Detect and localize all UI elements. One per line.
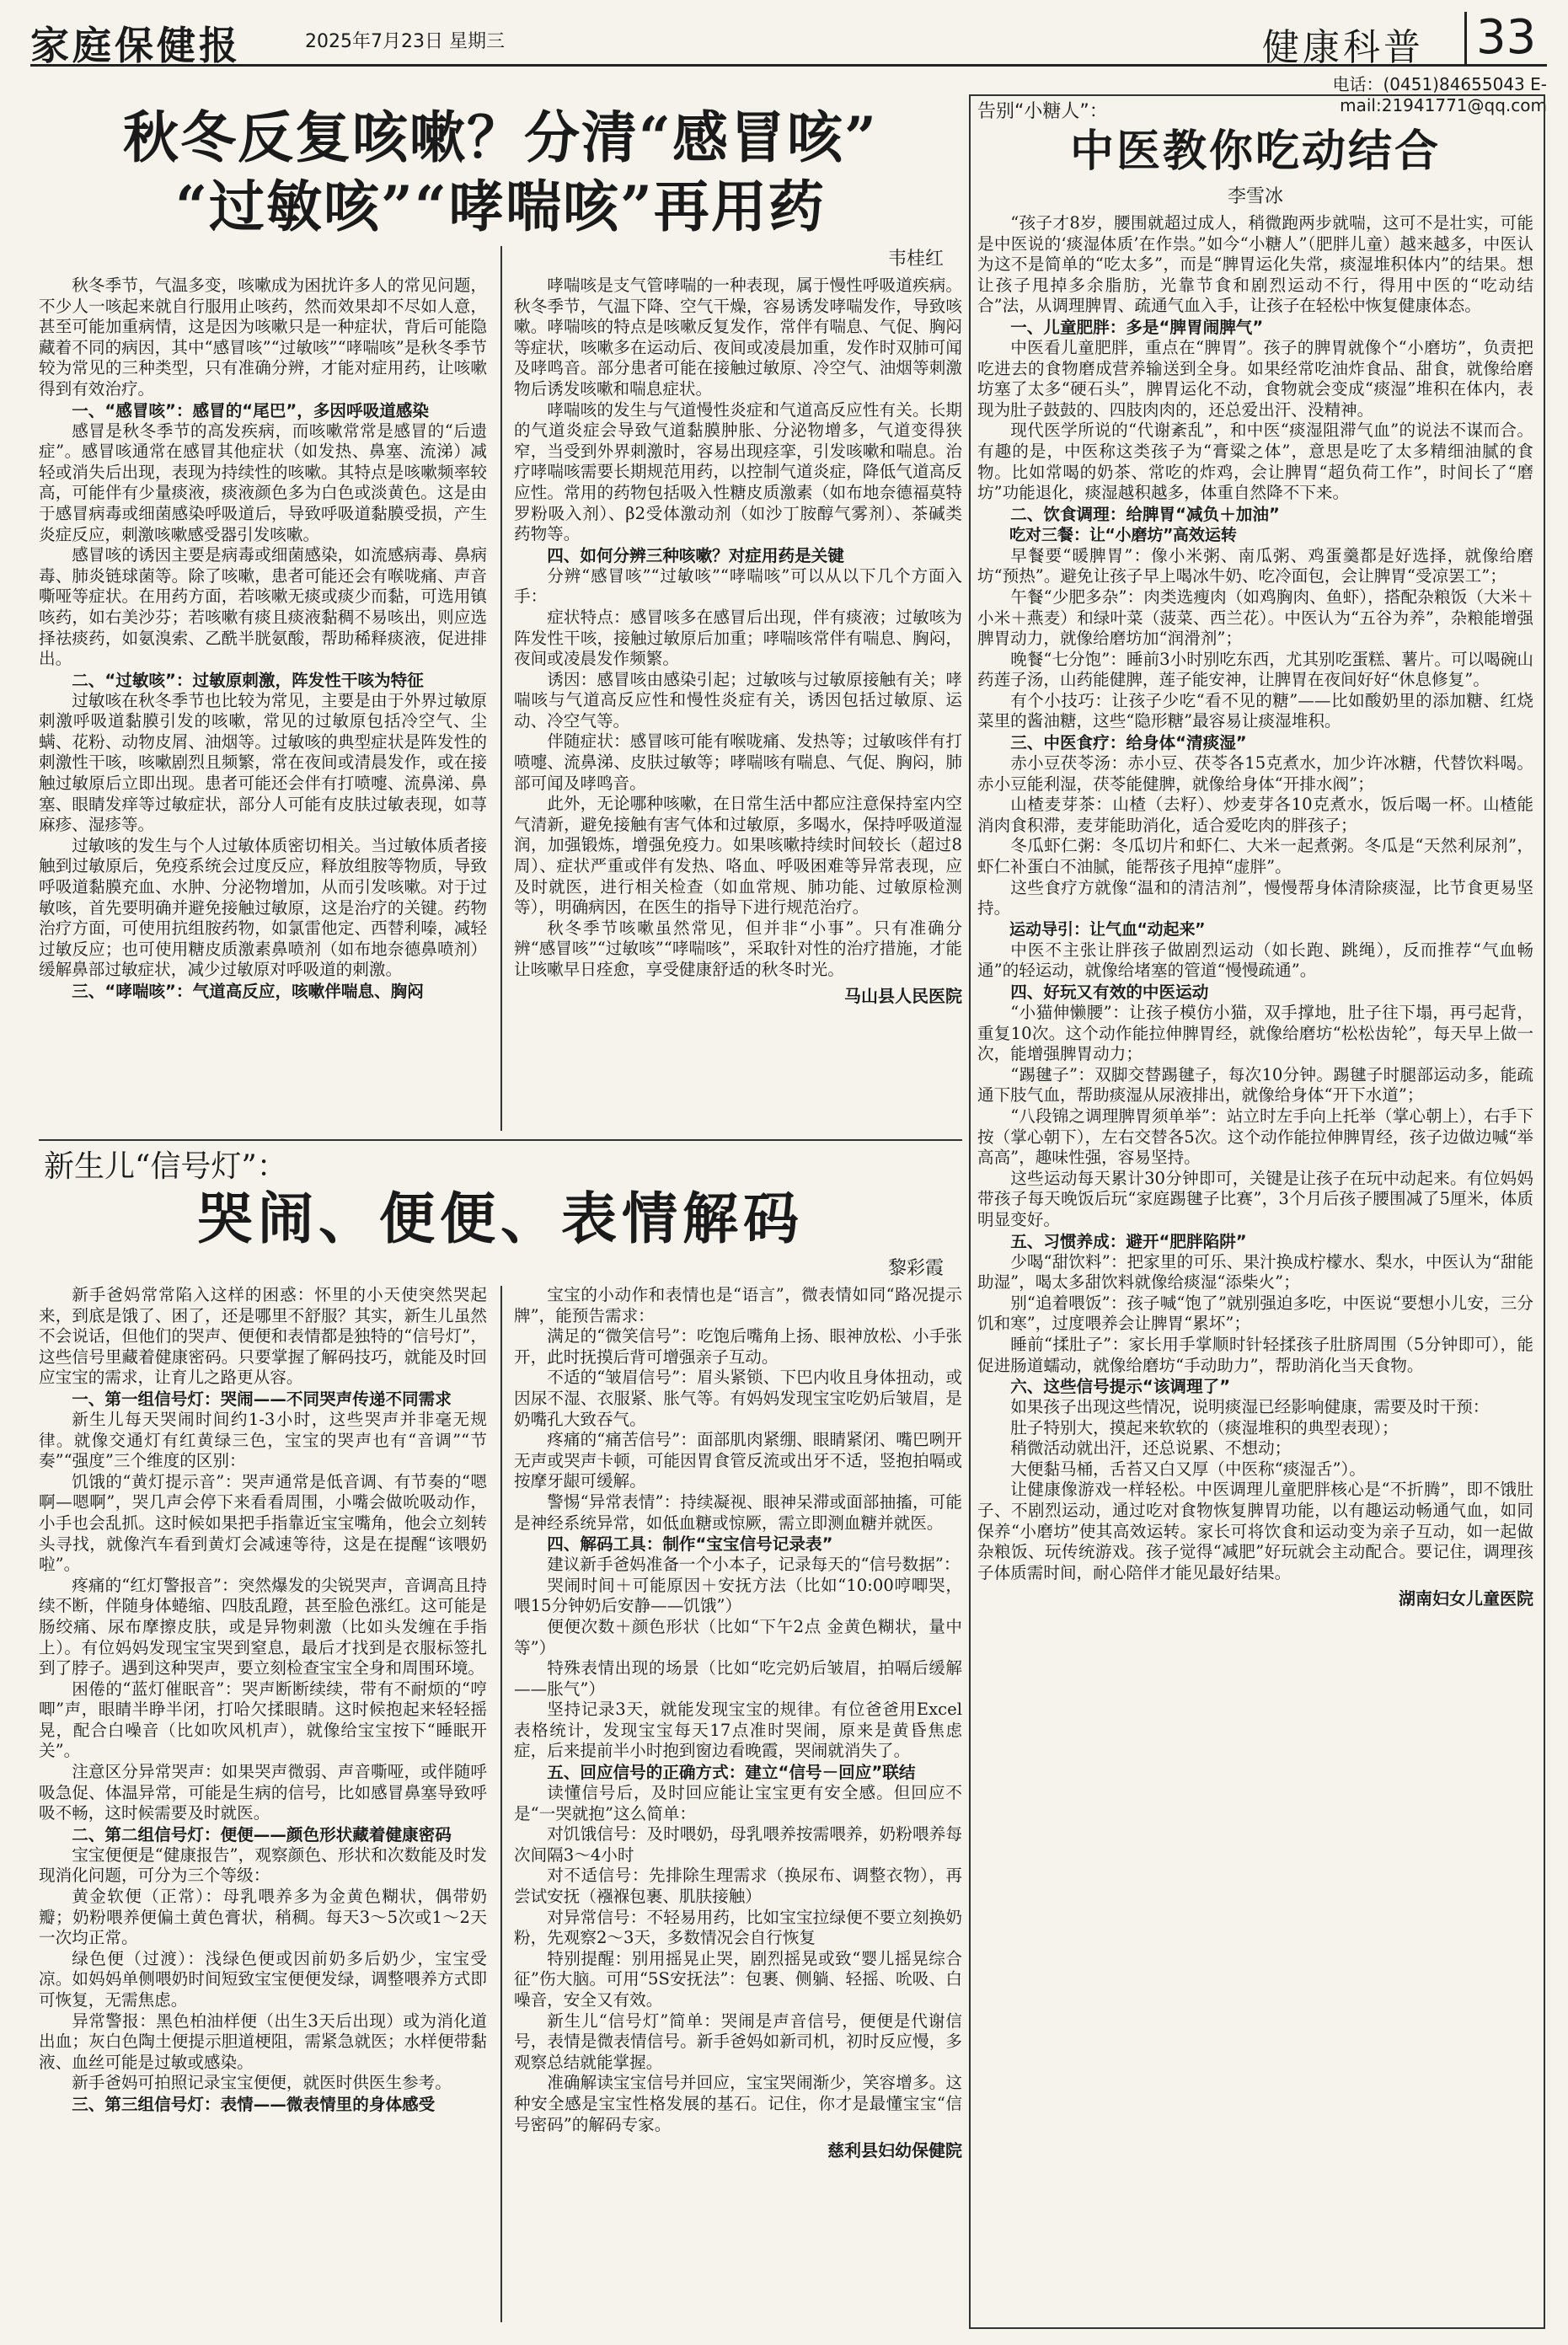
paragraph: 黄金软便（正常）：母乳喂养多为金黄色糊状，偶带奶瓣；奶粉喂养便偏土黄色膏状，稍稠。每天3～5次或1～2天一次均正常。 xyxy=(39,1887,487,1948)
article-column-right xyxy=(514,1285,962,2161)
paragraph: 秋冬季节咳嗽虽然常见，但并非“小事”。只有准确分辨“感冒咳”“过敏咳”“哮喘咳”，采取针对性的治疗措施，才能让咳嗽早日痊愈，享受健康舒适的秋冬时光。 xyxy=(514,918,962,979)
paragraph: 新生儿“信号灯”简单：哭闹是声音信号，便便是代谢信号，表情是微表情信号。新手爸妈如新司机，初时反应慢，多观察总结就能掌握。 xyxy=(514,2010,962,2072)
paragraph: 秋冬季节，气温多变，咳嗽成为困扰许多人的常见问题，不少人一咳起来就自行服用止咳药，然而效果却不尽如人意，甚至可能加重病情，这是因为咳嗽只是一种症状，背后可能隐藏着不同的病因，其中“感冒咳”“过敏咳”“哮喘咳”是秋冬季节较为常见的三种类型，只有准确分辨，才能对症用药，让咳嗽得到有效治疗。 xyxy=(39,276,487,399)
paragraph: “孩子才8岁，腰围就超过成人，稍微跑两步就喘，这可不是壮实，可能是中医说的‘痰湿体质’在作祟。”如今“小糖人”（肥胖儿童）越来越多，中医认为这不是简单的“吃太多”，而是“脾胃运化失常，痰湿堆积体内”的结果。想让孩子甩掉多余脂肪，光靠节食和剧烈运动不行，得用中医的“吃动结合”法，从调理脾胃、疏通气血入手，让孩子在轻松中恢复健康体态。 xyxy=(977,213,1533,316)
paragraph: 便便次数＋颜色形状（比如“下午2点 金黄色糊状，量中等”） xyxy=(514,1616,962,1657)
paragraph: 特别提醒：别用摇晃止哭，剧烈摇晃或致“婴儿摇晃综合征”伤大脑。可用“5S安抚法”：包裹、侧躺、轻摇、吮吸、白噪音，安全又有效。 xyxy=(514,1948,962,2010)
article-source: 慈利县妇幼保健院 xyxy=(827,2140,962,2161)
article-kicker: 新生儿“信号灯”： xyxy=(44,1149,287,1184)
issue-date: 2025年7月23日 星期三 xyxy=(305,31,505,52)
article-title: 中医教你吃动结合 xyxy=(1069,126,1441,177)
paragraph: 警惕“异常表情”：持续凝视、眼神呆滞或面部抽搐，可能是神经系统异常，如低血糖或惊厥，需立即测血糖并就医。 xyxy=(514,1491,962,1533)
section-heading: 三、第三组信号灯：表情——微表情里的身体感受 xyxy=(72,2094,436,2114)
paragraph: 新手爸妈常常陷入这样的困惑：怀里的小天使突然哭起来，到底是饿了、困了，还是哪里不舒服？其实，新生儿虽然不会说话，但他们的哭声、便便和表情都是独特的“信号灯”，这些信号里藏着健康密码。只要掌握了解码技巧，就能及时回应宝宝的需求，让育儿之路更从容。 xyxy=(39,1285,487,1388)
section-heading: 五、回应信号的正确方式：建立“信号－回应”联结 xyxy=(547,1763,916,1783)
article-column-right xyxy=(514,276,962,1007)
paragraph: 宝宝的小动作和表情也是“语言”，微表情如同“路况提示牌”，能预告需求： xyxy=(514,1285,962,1325)
paragraph: 对饥饿信号：及时喂奶，母乳喂养按需喂养，奶粉喂养每次间隔3～4小时 xyxy=(514,1824,962,1865)
paragraph: 这些食疗方就像“温和的清洁剂”，慢慢帮身体清除痰湿，比节食更易坚持。 xyxy=(977,877,1533,918)
article-column-right-text xyxy=(514,1285,962,2135)
paragraph: “八段锦之调理脾胃须单举”：站立时左手向上托举（掌心朝上），右手下按（掌心朝下），左右交替各5次。这个动作能拉伸脾胃经，孩子边做边喊“举高高”，趣味性强，容易坚持。 xyxy=(977,1106,1533,1168)
paragraph: 注意区分异常哭声：如果哭声微弱、声音嘶哑，或伴随呼吸急促、体温异常，可能是生病的信号，比如感冒鼻塞导致呼吸不畅，这时候需要及时就医。 xyxy=(39,1762,487,1823)
article-title-line2: “过敏咳”“哮喘咳”再用药 xyxy=(175,174,826,239)
section-heading: 五、习惯养成：避开“肥胖陷阱” xyxy=(1010,1231,1247,1251)
article-body xyxy=(977,213,1533,1583)
paragraph: 早餐要“暖脾胃”：像小米粥、南瓜粥、鸡蛋羹都是好选择，就像给磨坊“预热”。避免让孩子早上喝冰牛奶、吃冷面包，会让脾胃“受凉罢工”； xyxy=(977,545,1533,586)
article-column-right-text xyxy=(514,276,962,981)
paragraph: 稍微活动就出汗，还总说累、不想动； xyxy=(1010,1438,1292,1459)
paragraph: 这些运动每天累计30分钟即可，关键是让孩子在玩中动起来。有位妈妈带孩子每天晚饭后玩“家庭踢毽子比赛”，3个月后孩子腰围减了5厘米，体质明显变好。 xyxy=(977,1168,1533,1229)
section-heading: 三、“哮喘咳”：气道高反应，咳嗽伴喘息、胸闷 xyxy=(72,982,424,1001)
paragraph: 如果孩子出现这些情况，说明痰湿已经影响健康，需要及时干预： xyxy=(1010,1397,1490,1417)
paragraph: 宝宝便便是“健康报告”，观察颜色、形状和次数能及时发现消化问题，可分为三个等级： xyxy=(39,1844,487,1886)
paragraph: 坚持记录3天，就能发现宝宝的规律。有位爸爸用Excel表格统计，发现宝宝每天17点准时哭闹，原来是黄昏焦虑症，后来提前半小时抱到窗边看晚霞，哭闹就消失了。 xyxy=(514,1700,962,1761)
paragraph: 新手爸妈可拍照记录宝宝便便，就医时供医生参考。 xyxy=(72,2073,452,2093)
paragraph: “小猫伸懒腰”：让孩子模仿小猫，双手撑地，肚子往下塌，再弓起背，重复10次。这个动作能拉伸脾胃经，就像给磨坊“松松齿轮”，每天早上做一次，能增强脾胃动力； xyxy=(977,1003,1533,1064)
paragraph: 异常警报：黑色柏油样便（出生3天后出现）或为消化道出血；灰白色陶土便提示胆道梗阻，需紧急就医；水样便带黏液、血丝可能是过敏或感染。 xyxy=(39,2010,487,2072)
paragraph: 疼痛的“痛苦信号”：面部肌肉紧绷、眼睛紧闭、嘴巴咧开无声或哭声卡顿，可能因胃食管反流或出牙不适，竖抱拍嗝或按摩牙龈可缓解。 xyxy=(514,1430,962,1491)
article-title-line1: 秋冬反复咳嗽？分清“感冒咳” xyxy=(123,104,878,170)
paragraph: 现代医学所说的“代谢紊乱”，和中医“痰湿阻滞气血”的说法不谋而合。有趣的是，中医称这类孩子为“膏粱之体”，意思是吃了太多精细油腻的食物。比如常喝的奶茶、常吃的炸鸡，会让脾胃“超负荷工作”，时间长了“磨坊”功能退化，痰湿越积越多，体重自然降不下来。 xyxy=(977,420,1533,503)
paragraph: 满足的“微笑信号”：吃饱后嘴角上扬、眼神放松、小手张开，此时抚摸后背可增强亲子互动。 xyxy=(514,1326,962,1367)
section-heading: 四、解码工具：制作“宝宝信号记录表” xyxy=(547,1534,833,1555)
paragraph: 赤小豆茯苓汤：赤小豆、茯苓各15克煮水，加少许冰糖，代替饮料喝。赤小豆能利湿，茯苓能健脾，就像给身体“开排水阀”； xyxy=(977,753,1533,794)
article-source: 马山县人民医院 xyxy=(844,985,962,1006)
paragraph: 分辨“感冒咳”“过敏咳”“哮喘咳”可以从以下几个方面入手： xyxy=(514,565,962,607)
article-author: 韦桂红 xyxy=(887,249,944,270)
paragraph: 疼痛的“红灯警报音”：突然爆发的尖锐哭声，音调高且持续不断，伴随身体蜷缩、四肢乱蹬，甚至脸色涨红。这可能是肠绞痛、尿布摩擦皮肤，或是异物刺激（比如头发缠在手指上）。有位妈妈发现宝宝哭到窒息，最后才找到是衣服标签扎到了脖子。遇到这种哭声，要立刻检查宝宝全身和周围环境。 xyxy=(39,1575,487,1678)
paragraph: 新生儿每天哭闹时间约1-3小时，这些哭声并非毫无规律。就像交通灯有红黄绿三色，宝宝的哭声也有“音调”“节奏”“强度”三个维度的区别： xyxy=(39,1409,487,1471)
section-heading: 三、中医食疗：给身体“清痰湿” xyxy=(1010,733,1247,753)
section-title: 健康科普 xyxy=(1262,26,1424,69)
paragraph: 肚子特别大，摸起来软软的（痰湿堆积的典型表现）； xyxy=(1010,1417,1399,1438)
paragraph: 过敏咳的发生与个人过敏体质密切相关。当过敏体质者接触到过敏原后，免疫系统会过度反应，释放组胺等物质，导致呼吸道黏膜充血、水肿、分泌物增加，从而引发咳嗽。对于过敏咳，首先要明确并避免接触过敏原，这是治疗的关键。药物治疗方面，可使用抗组胺药物，如氯雷他定、西替利嗪，减轻过敏反应；也可使用糖皮质激素鼻喷剂（如布地奈德鼻喷剂）缓解鼻部过敏症状，减少过敏原对呼吸道的刺激。 xyxy=(39,835,487,980)
paragraph: 诱因：感冒咳由感染引起；过敏咳与过敏原接触有关；哮喘咳与气道高反应性和慢性炎症有关，诱因包括过敏原、运动、冷空气等。 xyxy=(514,669,962,731)
paragraph: 建议新手爸妈准备一个小本子，记录每天的“信号数据”： xyxy=(547,1555,961,1575)
subheading: 吃对三餐：让“小磨坊”高效运转 xyxy=(1009,525,1237,544)
paragraph: 少喝“甜饮料”：把家里的可乐、果汁换成柠檬水、梨水，中医认为“甜能助湿”，喝太多甜饮料就像给痰湿“添柴火”； xyxy=(977,1251,1533,1293)
article-author: 李雪冰 xyxy=(1227,186,1283,207)
page-number: 33 xyxy=(1476,10,1537,65)
paragraph: 睡前“揉肚子”：家长用手掌顺时针轻揉孩子肚脐周围（5分钟即可），能促进肠道蠕动，就像给磨坊“手动助力”，帮助消化当天食物。 xyxy=(977,1334,1533,1375)
section-heading: 二、饮食调理：给脾胃“减负＋加油” xyxy=(1010,504,1280,524)
paragraph: 此外，无论哪种咳嗽，在日常生活中都应注意保持室内空气清新，避免接触有害气体和过敏原，多喝水，保持呼吸道湿润，加强锻炼，增强免疫力。如果咳嗽持续时间较长（超过8周）、症状严重或伴有发热、咯血、呼吸困难等异常表现，应及时就医，进行相关检查（如血常规、肺功能、过敏原检测等），明确病因，在医生的指导下进行规范治疗。 xyxy=(514,794,962,918)
paragraph: 哮喘咳是支气管哮喘的一种表现，属于慢性呼吸道疾病。秋冬季节，气温下降、空气干燥，容易诱发哮喘发作，导致咳嗽。哮喘咳的特点是咳嗽反复发作，常伴有喘息、气促、胸闷等症状，咳嗽多在运动后、夜间或凌晨加重，发作时双肺可闻及哮鸣音。部分患者可能在接触过敏原、冷空气、油烟等刺激物后诱发咳嗽和喘息症状。 xyxy=(514,276,962,399)
contact-line: 电话：(0451)84655043 E-mail:21941771@qq.com xyxy=(1332,74,1547,115)
paragraph: 山楂麦芽茶：山楂（去籽）、炒麦芽各10克煮水，饭后喝一杯。山楂能消肉食积滞，麦芽能助消化，适合爱吃肉的胖孩子； xyxy=(977,795,1533,835)
paragraph: 绿色便（过渡）：浅绿色便或因前奶多后奶少，宝宝受凉。如妈妈单侧喂奶时间短致宝宝便便发绿，调整喂养方式即可恢复，无需焦虑。 xyxy=(39,1948,487,2010)
paragraph: 感冒咳的诱因主要是病毒或细菌感染，如流感病毒、鼻病毒、肺炎链球菌等。除了咳嗽，患者可能还会有喉咙痛、声音嘶哑等症状。在用药方面，若咳嗽无痰或痰少而黏，可选用镇咳药，如右美沙芬；若咳嗽有痰且痰液黏稠不易咳出，则应选择祛痰药，如氨溴索、乙酰半胱氨酸，帮助稀释痰液，促进排出。 xyxy=(39,545,487,669)
paragraph: 对异常信号：不轻易用药，比如宝宝拉绿便不要立刻换奶粉，先观察2～3天，多数情况会自行恢复 xyxy=(514,1907,962,1948)
paragraph: 伴随症状：感冒咳可能有喉咙痛、发热等；过敏咳伴有打喷嚏、流鼻涕、皮肤过敏等；哮喘咳有喘息、气促、胸闷，肺部可闻及哮鸣音。 xyxy=(514,731,962,793)
paragraph: 冬瓜虾仁粥：冬瓜切片和虾仁、大米一起煮粥。冬瓜是“天然利尿剂”，虾仁补蛋白不油腻，能帮孩子甩掉“虚胖”。 xyxy=(977,836,1533,877)
subheading: 运动导引：让气血“动起来” xyxy=(1009,919,1205,939)
paragraph: 中医不主张让胖孩子做剧烈运动（如长跑、跳绳），反而推荐“气血畅通”的轻运动，就像给堵塞的管道“慢慢疏通”。 xyxy=(977,940,1533,981)
newspaper-name: 家庭保健报 xyxy=(30,23,241,68)
paragraph: 中医看儿童肥胖，重点在“脾胃”。孩子的脾胃就像个“小磨坊”，负责把吃进去的食物磨成营养输送到全身。如果经常吃油炸食品、甜食，就像给磨坊塞了太多“硬石头”，脾胃运化不动，食物就会变成“痰湿”堆积在体内，表现为肚子鼓鼓的、四肢肉肉的，还总爱出汗、没精神。 xyxy=(977,337,1533,420)
paragraph: 大便黏马桶，舌苔又白又厚（中医称“痰湿舌”）。 xyxy=(1010,1459,1366,1479)
column-divider xyxy=(500,1286,502,2322)
paragraph: 困倦的“蓝灯催眠音”：哭声断断续续，带有不耐烦的“哼唧”声，眼睛半睁半闭，打哈欠揉眼睛。这时候抱起来轻轻摇晃，配合白噪音（比如吹风机声），就像给宝宝按下“睡眠开关”。 xyxy=(39,1678,487,1761)
paragraph: 让健康像游戏一样轻松。中医调理儿童肥胖核心是“不折腾”，即不饿肚子、不剧烈运动，通过吃对食物恢复脾胃功能，以有趣运动畅通气血，如同保养“小磨坊”使其高效运转。家长可将饮食和运动变为亲子互动，如一起做杂粮饭、玩传统游戏。孩子觉得“减肥”好玩就会主动配合。要记住，调理孩子体质需时间，耐心陪伴才能见最好结果。 xyxy=(977,1480,1533,1582)
paragraph: 晚餐“七分饱”：睡前3小时别吃东西，尤其别吃蛋糕、薯片。可以喝碗山药莲子汤，山药能健脾，莲子能安神，让脾胃在夜间好好“休息修复”。 xyxy=(977,649,1533,690)
article-kicker: 告别“小糖人”： xyxy=(977,101,1108,122)
paragraph: 准确解读宝宝信号并回应，宝宝哭闹渐少，笑容增多。这种安全感是宝宝性格发展的基石。记住，你才是最懂宝宝“信号密码”的解码专家。 xyxy=(514,2073,962,2134)
section-heading: 一、“感冒咳”：感冒的“尾巴”，多因呼吸道感染 xyxy=(72,400,429,420)
masthead xyxy=(30,12,1547,67)
column-divider xyxy=(500,246,502,1131)
paragraph: 午餐“少肥多杂”：肉类选瘦肉（如鸡胸肉、鱼虾），搭配杂粮饭（大米＋小米＋燕麦）和绿叶菜（菠菜、西兰花）。中医认为“五谷为养”，杂粮能增强脾胃动力，就像给磨坊加“润滑剂”； xyxy=(977,586,1533,649)
paragraph: 过敏咳在秋冬季节也比较为常见，主要是由于外界过敏原刺激呼吸道黏膜引发的咳嗽，常见的过敏原包括冷空气、尘螨、花粉、动物皮屑、油烟等。过敏咳的典型症状是阵发性的刺激性干咳，咳嗽剧烈且频繁，常在夜间或清晨发作，或在接触过敏原后立即出现。患者可能还会伴有打喷嚏、流鼻涕、鼻塞、眼睛发痒等过敏症状，部分人可能有皮肤过敏表现，如荨麻疹、湿疹等。 xyxy=(39,690,487,835)
paragraph: 读懂信号后，及时回应能让宝宝更有安全感。但回应不是“一哭就抱”这么简单： xyxy=(514,1783,962,1823)
section-heading: 一、第一组信号灯：哭闹——不同哭声传递不同需求 xyxy=(72,1389,452,1409)
paragraph: 哭闹时间＋可能原因＋安抚方法（比如“10:00哼唧哭，喂15分钟奶后安静——饥饿”） xyxy=(514,1575,962,1616)
article-source: 湖南妇女儿童医院 xyxy=(1399,1588,1533,1609)
paragraph: 不适的“皱眉信号”：眉头紧锁、下巴内收且身体扭动，或因尿不湿、衣服紧、胀气等。有妈妈发现宝宝吃奶后皱眉，是奶嘴孔大致吞气。 xyxy=(514,1368,962,1429)
article-title: 哭闹、便便、表情解码 xyxy=(197,1186,804,1251)
paragraph: 哮喘咳的发生与气道慢性炎症和气道高反应性有关。长期的气道炎症会导致气道黏膜肿胀、分泌物增多，气道变得狭窄，当受到外界刺激时，容易出现痉挛，引发咳嗽和喘息。治疗哮喘咳需要长期规范用药，以控制气道炎症，降低气道高反应性。常用的药物包括吸入性糖皮质激素（如布地奈德福莫特罗粉吸入剂）、β2受体激动剂（如沙丁胺醇气雾剂）、茶碱类药物等。 xyxy=(514,399,962,544)
section-heading: 六、这些信号提示“该调理了” xyxy=(1010,1377,1231,1397)
section-heading: 四、如何分辨三种咳嗽？对症用药是关键 xyxy=(547,545,844,565)
section-heading: 二、第二组信号灯：便便——颜色形状藏着健康密码 xyxy=(72,1824,452,1844)
paragraph: 感冒是秋冬季节的高发疾病，而咳嗽常常是感冒的“后遗症”。感冒咳通常在感冒其他症状（如发热、鼻塞、流涕）减轻或消失后出现，表现为持续性的咳嗽。其特点是咳嗽频率较高，可能伴有少量痰液，痰液颜色多为白色或淡黄色。这是由于感冒病毒或细菌感染呼吸道后，导致呼吸道黏膜受损，产生炎症反应，刺激咳嗽感受器引发咳嗽。 xyxy=(39,420,487,544)
paragraph: 有个小技巧：让孩子少吃“看不见的糖”——比如酸奶里的添加糖、红烧菜里的酱油糖，这些“隐形糖”最容易让痰湿堆积。 xyxy=(977,690,1533,731)
paragraph: 饥饿的“黄灯提示音”：哭声通常是低音调、有节奏的“嗯啊—嗯啊”，哭几声会停下来看看周围，小嘴会做吮吸动作，小手也会乱抓。这时候如果把手指靠近宝宝嘴角，他会立刻转头寻找，就像汽车看到黄灯会减速等待，这是在提醒“该喂奶啦”。 xyxy=(39,1471,487,1575)
article-column-left xyxy=(39,276,487,1007)
article-obesity xyxy=(977,99,1533,1609)
section-divider xyxy=(39,1139,962,1141)
section-heading: 二、“过敏咳”：过敏原刺激，阵发性干咳为特征 xyxy=(72,670,424,690)
section-heading: 四、好玩又有效的中医运动 xyxy=(1010,982,1209,1002)
section-heading: 一、儿童肥胖：多是“脾胃闹脾气” xyxy=(1010,317,1264,337)
paragraph: 症状特点：感冒咳多在感冒后出现，伴有痰液；过敏咳为阵发性干咳，接触过敏原后加重；哮喘咳常伴有喘息、胸闷，夜间或凌晨发作频繁。 xyxy=(514,607,962,669)
article-author: 黎彩霞 xyxy=(887,1258,944,1279)
article-column-left xyxy=(39,1285,487,2161)
masthead-divider xyxy=(1464,12,1467,64)
paragraph: 特殊表情出现的场景（比如“吃完奶后皱眉，拍嗝后缓解——胀气”） xyxy=(514,1658,962,1699)
paragraph: 对不适信号：先排除生理需求（换尿布、调整衣物），再尝试安抚（襁褓包裹、肌肤接触） xyxy=(514,1866,962,1907)
paragraph: 别“追着喂饭”：孩子喊“饱了”就别强迫多吃，中医说“要想小儿安，三分饥和寒”，过度喂养会让脾胃“累坏”； xyxy=(977,1293,1533,1334)
paragraph: “踢毽子”：双脚交替踢毽子，每次10分钟。踢毽子时腿部运动多，能疏通下肢气血，帮助痰湿从尿液排出，就像给身体“开下水道”； xyxy=(977,1064,1533,1106)
